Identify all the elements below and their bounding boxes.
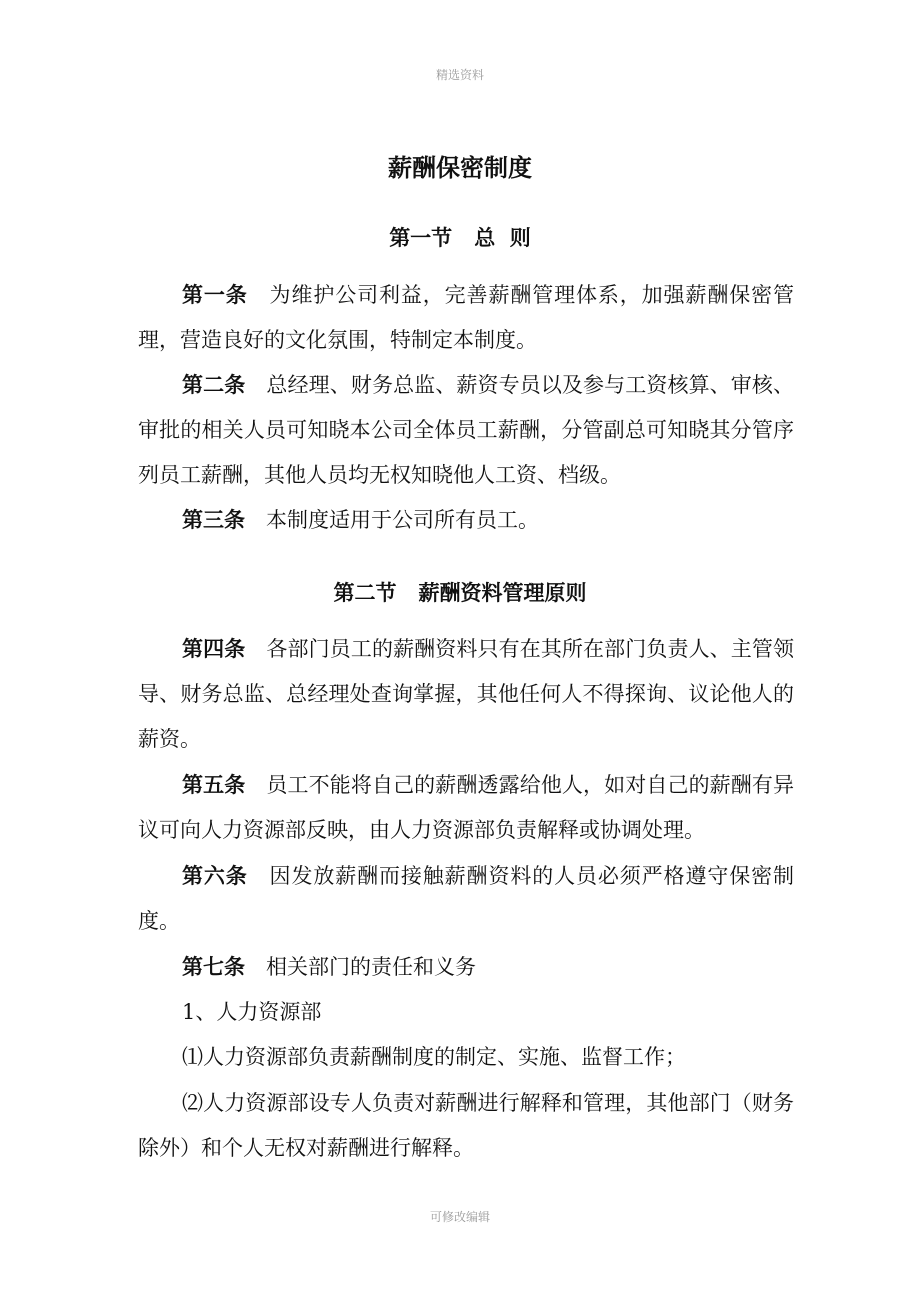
section-heading-2 xyxy=(0,577,920,607)
article-7 xyxy=(138,944,794,990)
list-item: 1、人力资源部 xyxy=(182,1000,322,1024)
section-heading-1 xyxy=(0,222,920,252)
article-label: 第二条 xyxy=(182,372,246,397)
article-text: 因发放薪酬而接触薪酬资料的人员必须严格遵守保密制度。 xyxy=(138,864,795,933)
document-title: 薪酬保密制度 xyxy=(388,153,532,182)
article-label: 第四条 xyxy=(182,636,246,661)
article-label: 第一条 xyxy=(182,282,248,307)
article-text: 各部门员工的薪酬资料只有在其所在部门负责人、主管领导、财务总监、总经理处查询掌握，其他任何人不得探询、议论他人的薪资。 xyxy=(138,637,795,751)
article-6 xyxy=(138,853,794,944)
article-5 xyxy=(138,762,794,853)
article-label: 第七条 xyxy=(182,954,245,979)
article-label: 第三条 xyxy=(182,507,245,532)
list-item-text: ⑵人力资源部设专人负责对薪酬进行解释和管理，其他部门（财务除外）和个人无权对薪酬进行解释。 xyxy=(138,1091,794,1160)
page-footer: 可修改编辑 xyxy=(429,1210,490,1224)
article-text: 为维护公司利益，完善薪酬管理体系，加强薪酬保密管理，营造良好的文化氛围，特制定本制度。 xyxy=(138,283,795,352)
section-name: 总 则 xyxy=(474,225,531,250)
article-label: 第六条 xyxy=(182,863,248,888)
section-name: 薪酬资料管理原则 xyxy=(418,580,587,605)
section-number: 第二节 xyxy=(333,580,397,605)
article-text: 员工不能将自己的薪酬透露给他人，如对自己的薪酬有异议可向人力资源部反映，由人力资源部负责解释或协调处理。 xyxy=(138,773,795,842)
article-text: 总经理、财务总监、薪资专员以及参与工资核算、审核、审批的相关人员可知晓本公司全体员工薪酬，分管副总可知晓其分管序列员工薪酬，其他人员均无权知晓他人工资、档级。 xyxy=(138,373,795,487)
article-text: 相关部门的责任和义务 xyxy=(266,955,476,979)
article-1 xyxy=(138,272,794,363)
article-3 xyxy=(138,497,794,543)
section-number: 第一节 xyxy=(389,225,453,250)
article-label: 第五条 xyxy=(182,772,246,797)
list-item xyxy=(138,1081,794,1171)
article-4 xyxy=(138,626,794,762)
article-text: 本制度适用于公司所有员工。 xyxy=(266,508,539,532)
page-header: 精选资料 xyxy=(435,68,484,82)
list-item: ⑴人力资源部负责薪酬制度的制定、实施、监督工作； xyxy=(182,1045,686,1069)
article-2 xyxy=(138,362,794,498)
